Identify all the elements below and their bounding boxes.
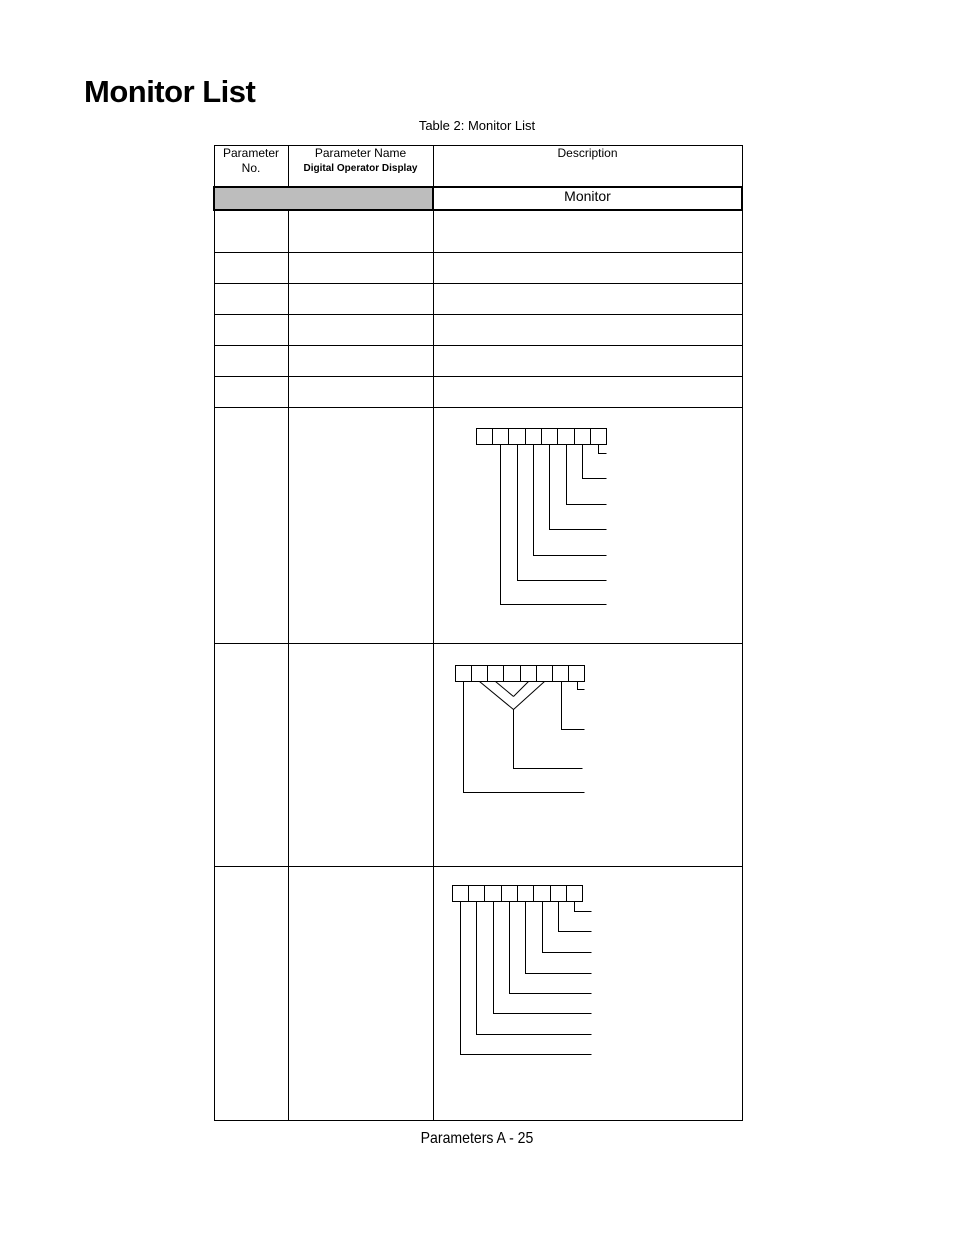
row-description [433,408,742,644]
row-param-name [288,408,433,644]
row-param-name [288,210,433,253]
page-title: Monitor List [84,74,256,109]
table-row [214,315,742,346]
row-param-no [214,867,288,1121]
row-description [433,284,742,315]
row-description [433,644,742,867]
bit-diagram [434,644,742,866]
row-param-no [214,377,288,408]
header-parameter-name-label: Parameter Name [314,146,407,160]
row-param-name [288,346,433,377]
monitor-list-table [213,145,743,1121]
group-row-monitor [214,187,742,210]
row-param-name [288,284,433,315]
row-description [433,346,742,377]
table-row [214,377,742,408]
row-description [433,867,742,1121]
header-parameter-no: Parameter No. [214,146,288,188]
table-row [214,210,742,253]
row-param-no [214,408,288,644]
header-row [214,146,742,188]
row-param-no [214,346,288,377]
table-row [214,644,742,867]
header-description: Description [433,146,742,188]
row-param-name [288,867,433,1121]
group-shaded-cell [214,187,433,210]
row-param-no [214,644,288,867]
row-description [433,377,742,408]
row-param-no [214,284,288,315]
table-row [214,253,742,284]
bit-diagram [434,408,742,643]
bit-diagram [434,867,742,1120]
row-description [433,210,742,253]
row-param-name [288,253,433,284]
page-footer: Parameters A - 25 [420,1130,534,1147]
table-row [214,346,742,377]
table-caption: Table 2: Monitor List [418,118,536,133]
row-description [433,315,742,346]
table-row [214,408,742,644]
row-description [433,253,742,284]
header-digital-operator-display: Digital Operator Display [303,163,418,174]
row-param-no [214,253,288,284]
row-param-no [214,210,288,253]
table-row [214,867,742,1121]
table-row [214,284,742,315]
row-param-no [214,315,288,346]
row-param-name [288,315,433,346]
group-label: Monitor [433,187,742,210]
header-parameter-name [288,146,433,188]
row-param-name [288,377,433,408]
row-param-name [288,644,433,867]
